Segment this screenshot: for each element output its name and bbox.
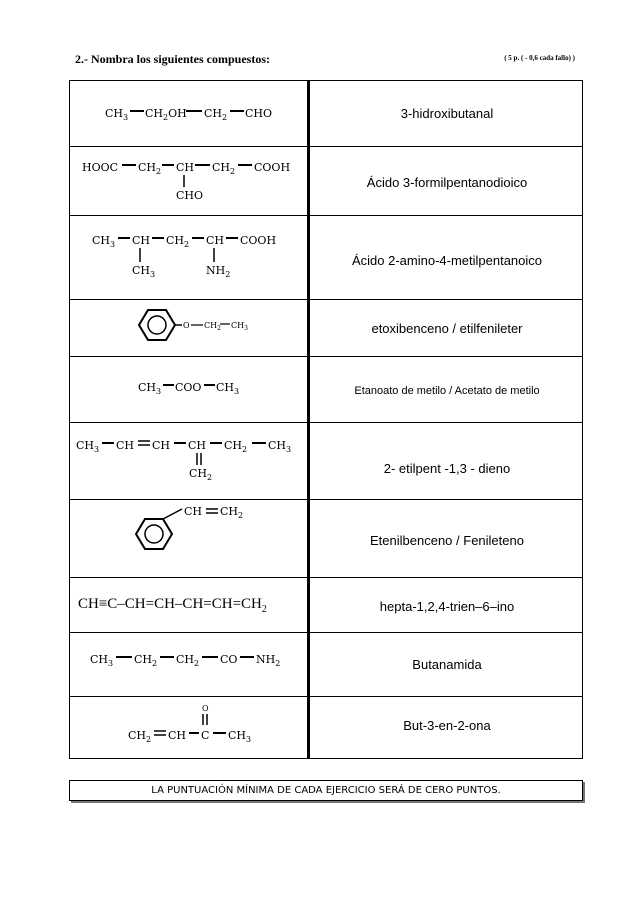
benzene-ring-icon — [136, 519, 172, 549]
table-row — [70, 300, 582, 357]
formula-text: $CH_2$ — [134, 653, 158, 668]
formula-text: CH — [184, 505, 203, 518]
formula-6 — [70, 423, 307, 499]
formula-text: CH — [176, 161, 195, 174]
compounds-table — [69, 80, 583, 759]
formula-text: COOH — [240, 234, 277, 247]
compound-name: Butanamida — [412, 657, 482, 672]
formula-4-structure — [70, 300, 307, 357]
formula-text: CH — [132, 234, 151, 247]
table-row — [70, 423, 582, 500]
compound-name: etoxibenceno / etilfenileter — [371, 321, 523, 336]
formula-9-structure — [70, 633, 307, 697]
formula-text: $CH_3$ — [228, 729, 252, 744]
formula-text: $CH_2$ — [204, 107, 228, 122]
table-row — [70, 216, 582, 300]
formula-10 — [70, 697, 307, 760]
formula-text: $CH_2$ — [166, 234, 190, 249]
formula-text: C — [201, 729, 210, 742]
formula-4 — [70, 300, 307, 356]
table-row — [70, 357, 582, 423]
formula-text: $CH_3$ — [268, 439, 292, 454]
formula-2-structure — [70, 147, 307, 216]
formula-7-structure — [70, 500, 307, 578]
table-row — [70, 81, 582, 147]
compound-name: Ácido 3-formilpentanodioico — [366, 175, 528, 190]
formula-text: HOOC — [82, 161, 119, 174]
formula-3 — [70, 216, 307, 299]
formula-text: $CH_3$ — [216, 381, 240, 396]
formula-text: $CH\equiv C-CH=CH-CH=CH=CH_2$ — [78, 596, 267, 615]
formula-text: $CH_3$ — [231, 321, 248, 332]
table-row — [70, 578, 582, 633]
compound-name: Ácido 2-amino-4-metilpentanoico — [351, 253, 543, 268]
formula-text: $CH_3$ — [132, 264, 156, 279]
exercise-title: 2.- Nombra los siguientes compuestos: — [75, 52, 270, 66]
exercise-score: ( 5 p. ( - 0,6 cada fallo) ) — [504, 54, 575, 62]
formula-text: $CH_3$ — [138, 381, 162, 396]
formula-text: CH — [188, 439, 207, 452]
formula-text: $CH_3$ — [105, 107, 129, 122]
formula-text: $NH_2$ — [256, 653, 281, 668]
table-row — [70, 500, 582, 578]
exercise-header — [75, 52, 575, 70]
formula-text: CH — [206, 234, 225, 247]
formula-3-structure — [70, 216, 307, 300]
formula-10-structure — [70, 697, 307, 760]
formula-text: $CH_2$ — [212, 161, 236, 176]
formula-text: COO — [175, 381, 202, 394]
formula-text: O — [202, 704, 209, 713]
formula-text: CH — [168, 729, 187, 742]
compound-name: 2- etilpent -1,3 - dieno — [383, 461, 511, 476]
compound-name: 3-hidroxibutanal — [400, 106, 494, 121]
compound-name: Etenilbenceno / Fenileteno — [370, 533, 524, 548]
formula-text: $CH_2$ — [176, 653, 200, 668]
formula-8 — [70, 578, 307, 632]
formula-8-structure — [70, 578, 307, 633]
table-row — [70, 633, 582, 697]
compound-name: Etanoato de metilo / Acetato de metilo — [354, 385, 540, 397]
compound-name: hepta-1,2,4-trien–6–ino — [379, 599, 515, 614]
formula-6-structure — [70, 423, 307, 500]
table-row — [70, 697, 582, 760]
formula-text: CH — [152, 439, 171, 452]
formula-text: CHO — [176, 189, 204, 202]
formula-text: $CH_2$ — [189, 467, 213, 482]
formula-text: $NH_2$ — [206, 264, 231, 279]
formula-2 — [70, 147, 307, 215]
formula-text: CH — [116, 439, 135, 452]
footer-note: LA PUNTUACIÓN MÍNIMA DE CADA EJERCICIO SERÁ DE CERO PUNTOS. — [69, 780, 583, 801]
formula-9 — [70, 633, 307, 696]
formula-text: CO — [220, 653, 238, 666]
compound-name: But-3-en-2-ona — [403, 718, 491, 733]
formula-text: $CH_2$ — [128, 729, 152, 744]
formula-text: $CH_2OH$ — [145, 107, 187, 122]
formula-text: COOH — [254, 161, 291, 174]
benzene-ring-icon — [139, 310, 175, 340]
formula-text: $CH_2$ — [220, 505, 244, 520]
formula-1 — [70, 81, 307, 146]
formula-text: $CH_2$ — [204, 321, 221, 332]
formula-text: $CH_3$ — [90, 653, 114, 668]
formula-text: $CH_2$ — [138, 161, 162, 176]
formula-1-structure — [70, 81, 307, 147]
formula-text: $CH_2$ — [224, 439, 248, 454]
formula-5-structure — [70, 357, 307, 423]
formula-text: O — [183, 321, 190, 330]
formula-7 — [70, 500, 307, 577]
formula-text: CHO — [245, 107, 273, 120]
formula-text: $CH_3$ — [92, 234, 116, 249]
formula-5 — [70, 357, 307, 422]
formula-text: $CH_3$ — [76, 439, 100, 454]
table-row — [70, 147, 582, 216]
